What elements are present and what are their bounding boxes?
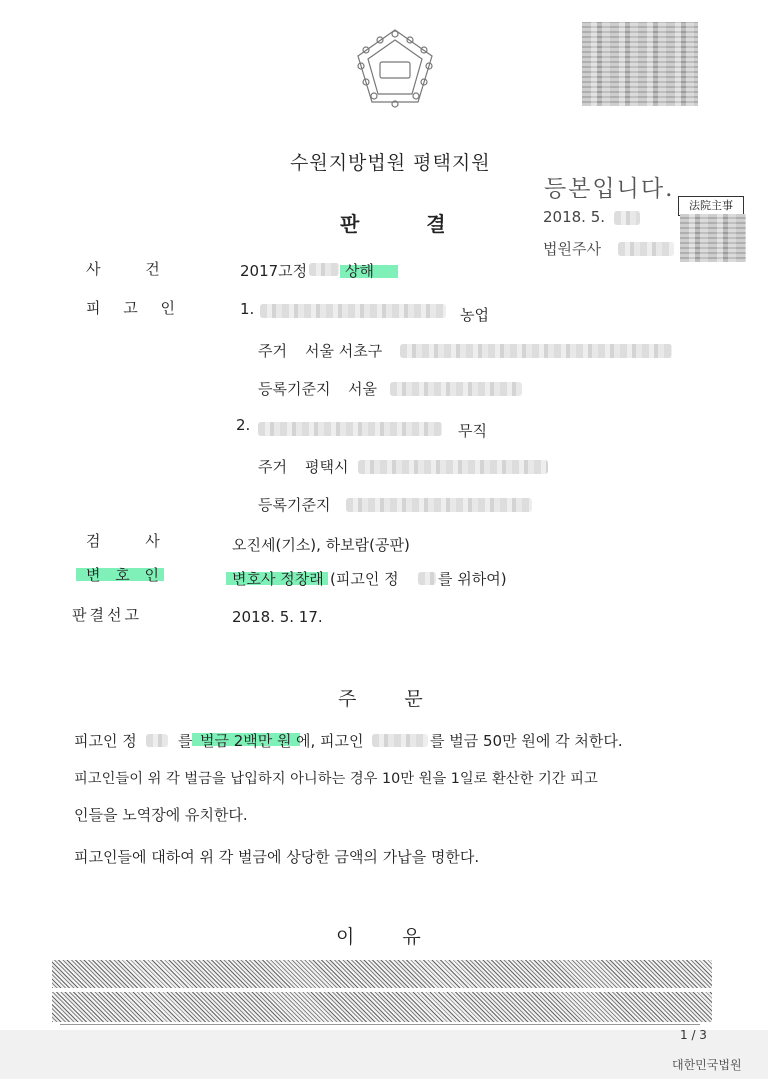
counsel-name: 변호사 정창래 <box>232 570 324 588</box>
court-name: 수원지방법원 평택지원 <box>290 152 491 174</box>
defendant-2-job: 무직 <box>458 422 487 440</box>
order-line1-d: 에, 피고인 <box>296 732 364 750</box>
redacted-block <box>582 22 698 106</box>
redacted-seal <box>680 214 746 262</box>
redacted-defendant-2 <box>258 422 442 436</box>
reasons-heading: 이 유 <box>336 926 421 948</box>
defendant-1-registry-label: 등록기준지 <box>258 380 331 398</box>
order-line1-e: 를 벌금 50만 원에 각 처한다. <box>430 732 623 750</box>
redacted-day <box>614 211 640 225</box>
court-emblem-icon <box>352 26 438 112</box>
case-name: 상해 <box>345 262 374 280</box>
judgment-title: 판 결 <box>340 212 446 236</box>
issuer: 대한민국법원 <box>672 1058 742 1072</box>
counsel-for-b: 를 위하여) <box>438 570 507 588</box>
prosecutor-label: 검 사 <box>86 532 160 550</box>
defendant-1-address: 서울 서초구 <box>305 342 383 360</box>
redacted-registry-2 <box>346 498 532 512</box>
counsel-for-a: (피고인 정 <box>330 570 399 588</box>
redacted-reasons-line-2 <box>52 992 712 1022</box>
defendant-2-address-label: 주거 <box>258 458 287 476</box>
redacted-client-name <box>418 572 436 585</box>
case-number: 2017고정 <box>240 262 308 280</box>
order-heading: 주 문 <box>338 688 423 710</box>
redacted-address-1 <box>400 344 672 358</box>
order-line3: 인들을 노역장에 유치한다. <box>74 806 248 824</box>
order-line4: 피고인들에 대하여 위 각 벌금에 상당한 금액의 가납을 명한다. <box>74 848 480 866</box>
defendant-1-registry: 서울 <box>348 380 377 398</box>
fine-amount: 벌금 2백만 원 <box>200 732 292 750</box>
order-line1-b: 를 <box>178 732 193 750</box>
order-line2: 피고인들이 위 각 벌금을 납입하지 아니하는 경우 10만 원을 1일로 환산한 기간 피고 <box>74 771 598 787</box>
order-line1-a: 피고인 정 <box>74 732 137 750</box>
certified-copy-stamp: 등본입니다. <box>544 176 675 202</box>
sentence-date-label: 판결선고 <box>72 606 142 624</box>
redacted-name <box>146 734 168 747</box>
footer-divider <box>60 1024 700 1025</box>
counsel-label: 변 호 인 <box>86 566 160 584</box>
footer-bar <box>0 1030 768 1079</box>
official-seal: 法院主事 <box>678 196 744 216</box>
redacted-address-2 <box>358 460 548 474</box>
redacted-case-number <box>309 263 339 276</box>
sentence-date: 2018. 5. 17. <box>232 608 323 626</box>
stamp-date: 2018. 5. <box>543 208 606 226</box>
redacted-defendant-1 <box>260 304 446 318</box>
page-number: 1 / 3 <box>680 1028 707 1042</box>
redacted-registry-1 <box>390 382 522 396</box>
redacted-clerk-name <box>618 242 674 256</box>
stamp-clerk: 법원주사 <box>543 240 601 258</box>
redacted-reasons-line-1 <box>52 960 712 988</box>
prosecutor-names: 오진세(기소), 하보람(공판) <box>232 536 410 554</box>
defendant-1-job: 농업 <box>460 306 489 324</box>
defendant-2-address: 평택시 <box>305 458 349 476</box>
defendant-2-number: 2. <box>236 416 251 434</box>
case-label: 사 건 <box>86 260 160 278</box>
defendant-label: 피 고 인 <box>86 299 176 317</box>
redacted-name <box>372 734 428 747</box>
defendant-1-number: 1. <box>240 300 255 318</box>
defendant-1-address-label: 주거 <box>258 342 287 360</box>
defendant-2-registry-label: 등록기준지 <box>258 496 331 514</box>
